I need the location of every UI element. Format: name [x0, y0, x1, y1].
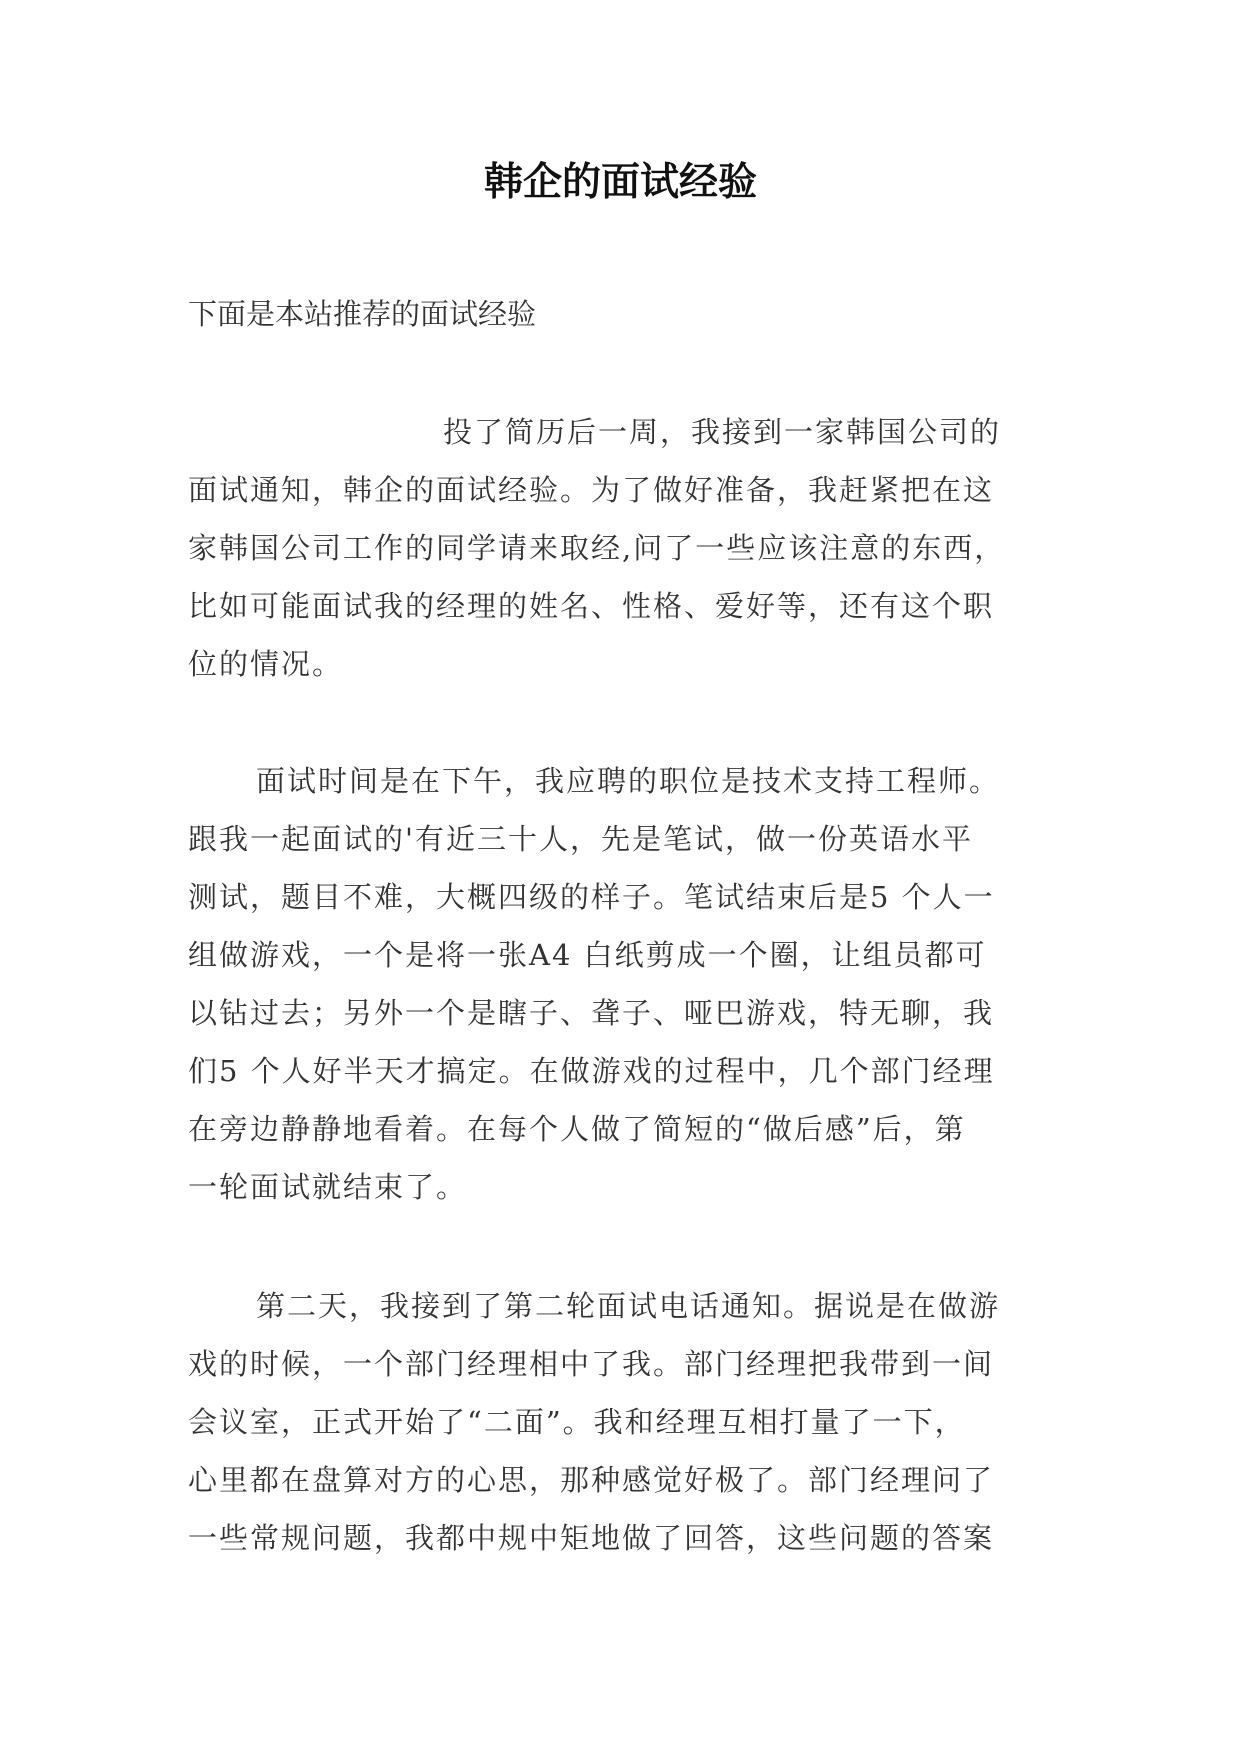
- paragraph-line: 跟我一起面试的'有近三十人，先是笔试，做一份英语水平: [188, 822, 973, 856]
- paragraph-line: 们5 个人好半天才搞定。在做游戏的过程中，几个部门经理: [188, 1054, 995, 1088]
- paragraph-3: [188, 1277, 1048, 1567]
- paragraph-line: 组做游戏，一个是将一张A4 白纸剪成一个圈，让组员都可: [188, 938, 987, 972]
- paragraph-line: 在旁边静静地看着。在每个人做了简短的“做后感”后，第: [188, 1112, 966, 1146]
- paragraph-line: 位的情况。: [188, 647, 344, 681]
- paragraph-line: 以钻过去；另外一个是瞎子、聋子、哑巴游戏，特无聊，我: [188, 996, 995, 1030]
- paragraph-line: 面试时间是在下午，我应聘的职位是技术支持工程师。: [256, 764, 1001, 798]
- paragraph-line: 第二天，我接到了第二轮面试电话通知。据说是在做游: [256, 1289, 1001, 1323]
- paragraph-2: [188, 752, 1048, 1216]
- paragraph-line: 一些常规问题，我都中规中矩地做了回答，这些问题的答案: [188, 1521, 995, 1555]
- paragraph-line: 测试，题目不难，大概四级的样子。笔试结束后是5 个人一: [188, 880, 995, 914]
- document-title: 韩企的面试经验: [483, 160, 757, 205]
- paragraph-line: 比如可能面试我的经理的姓名、性格、爱好等，还有这个职: [188, 589, 995, 623]
- paragraph-line: 会议室，正式开始了“二面”。我和经理互相打量了一下，: [188, 1405, 966, 1439]
- paragraph-1: [188, 403, 1048, 693]
- paragraph-line: 一轮面试就结束了。: [188, 1170, 468, 1204]
- paragraph-line: 面试通知，韩企的面试经验。为了做好准备，我赶紧把在这: [188, 473, 995, 507]
- paragraph-line: 心里都在盘算对方的心思，那种感觉好极了。部门经理问了: [188, 1463, 995, 1497]
- intro-line: 下面是本站推荐的面试经验: [188, 297, 537, 331]
- paragraph-line: 戏的时候，一个部门经理相中了我。部门经理把我带到一间: [188, 1347, 995, 1381]
- paragraph-line: 家韩国公司工作的同学请来取经,问了一些应该注意的东西，: [188, 531, 1006, 565]
- paragraph-line: 投了简历后一周，我接到一家韩国公司的: [443, 415, 1002, 449]
